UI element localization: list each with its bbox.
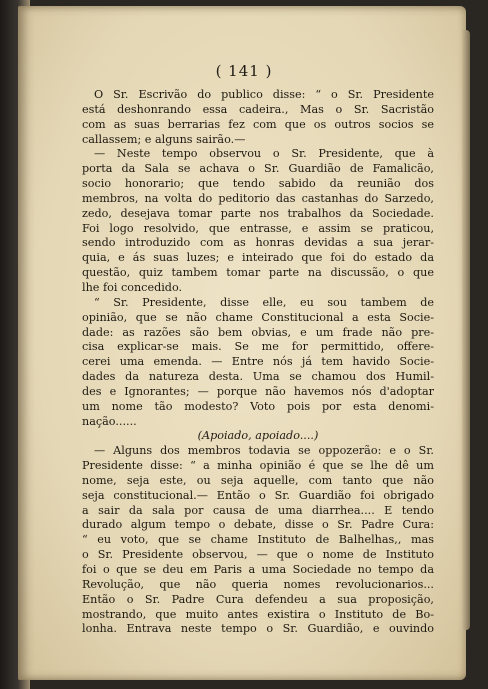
text-line: lonha. Entrava neste tempo o Sr. Guardião, e ouvindo: [82, 622, 434, 636]
text-line: “ Sr. Presidente, disse elle, eu sou tambem de: [94, 295, 434, 309]
text-line: mostrando, que muito antes existira o Instituto de Bo-: [82, 607, 434, 621]
text-line: questão, quiz tambem tomar parte na discussão, o que: [82, 266, 434, 280]
text-line: dades da natureza desta. Uma se chamou dos Humil-: [82, 370, 434, 384]
text-line: está deshonrando essa cadeira., Mas o Sr. Sacristão: [82, 102, 434, 116]
page-text-block: [82, 88, 434, 637]
text-line: porta da Sala se achava o Sr. Guardião de Famalicão,: [82, 162, 434, 176]
text-line: lhe foi concedido.: [82, 280, 183, 294]
text-line: durado algum tempo o debate, disse o Sr. Padre Cura:: [82, 518, 434, 532]
text-line: seja constitucional.— Então o Sr. Guardião foi obrigado: [82, 488, 434, 502]
text-line: — Alguns dos membros todavia se oppozerão: e o Sr.: [94, 444, 434, 458]
text-line: Foi logo resolvido, que entrasse, e assim se praticou,: [82, 221, 434, 235]
page-edge-shadow: [462, 30, 470, 630]
text-line: membros, na volta do peditorio das castanhas do Sarzedo,: [82, 191, 434, 205]
page-number: ( 141 ): [215, 62, 273, 80]
text-line: “ eu voto, que se chame Instituto de Balhelhas,, mas: [82, 533, 434, 547]
text-line: callassem; e alguns sairão.—: [82, 132, 246, 146]
text-line: des e Ignorantes; — porque não havemos nós d'adoptar: [82, 384, 434, 398]
text-line: Revolução, que não queria nomes revolucionarios...: [82, 577, 434, 591]
text-line: o Sr. Presidente observou, — que o nome de Instituto: [82, 548, 434, 562]
text-line: (Apoiado, apoiado....): [197, 429, 319, 443]
text-line: Presidente disse: “ a minha opinião é que se lhe dê um: [82, 459, 434, 473]
text-line: nação......: [82, 414, 137, 428]
text-line: O Sr. Escrivão do publico disse: “ o Sr. Presidente: [94, 88, 434, 101]
text-line: quia, e ás suas luzes; e inteirado que foi do estado da: [82, 251, 434, 265]
text-line: a sair da sala por causa de uma diarrhea.... E tendo: [82, 503, 434, 517]
text-line: opinião, que se não chame Constitucional a esta Socie-: [82, 310, 434, 324]
text-line: cisa explicar-se mais. Se me for permittido, offere-: [82, 340, 434, 354]
text-line: dade: as razões são bem obvias, e um frade não pre-: [82, 325, 434, 339]
text-line: foi o que se deu em Paris a uma Sociedade no tempo da: [82, 563, 434, 576]
text-line: sendo introduzido com as honras devidas a sua jerar-: [82, 236, 434, 250]
text-line: socio honorario; que tendo sabido da reunião dos: [82, 177, 434, 191]
text-line: cerei uma emenda. — Entre nós já tem havido Socie-: [82, 355, 434, 369]
text-line: — Neste tempo observou o Sr. Presidente, que à: [94, 147, 434, 161]
text-line: um nome tão modesto? Voto pois por esta denomi-: [82, 399, 434, 413]
text-line: nome, seja este, ou seja aquelle, com tanto que não: [82, 473, 434, 487]
text-line: Então o Sr. Padre Cura defendeu a sua proposição,: [82, 592, 434, 606]
text-line: com as suas berrarias fez com que os outros socios se: [82, 117, 434, 131]
text-line: zedo, desejava tomar parte nos trabalhos da Sociedade.: [82, 206, 434, 220]
